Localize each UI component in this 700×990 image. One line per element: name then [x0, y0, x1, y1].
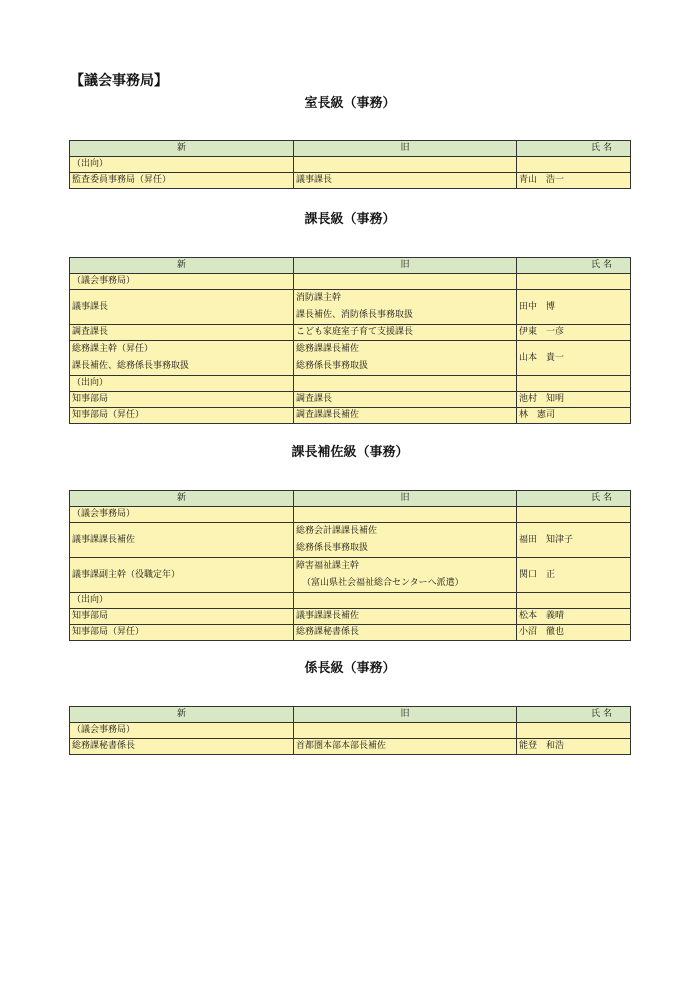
header-name: 氏 名: [517, 141, 631, 157]
table-row: [70, 558, 631, 593]
cell-old: [294, 558, 517, 593]
cell-new-line: 議事課課長補佐: [72, 534, 136, 545]
cell-name: 小沼 徹也: [517, 625, 631, 641]
table-row: [70, 274, 631, 290]
cell-name: 山本 貴一: [517, 341, 631, 376]
cell-new: [70, 593, 294, 609]
cell-name: [517, 274, 631, 290]
cell-new-line: 総務課秘書係長: [72, 741, 136, 751]
cell-name: 青山 浩一: [517, 173, 631, 189]
cell-old-line: 首都圏本部本部長補佐: [296, 741, 387, 751]
table-row: [70, 593, 631, 609]
cell-old-line: 総務係長事務取扱: [296, 543, 369, 553]
section-title-subsection-chief: 係長級（事務）: [304, 661, 396, 676]
cell-new-line: 議事課長: [72, 301, 109, 312]
cell-new-line: （出向）: [72, 378, 109, 388]
header-old: 旧: [294, 141, 517, 157]
cell-old: [294, 593, 517, 609]
cell-new-line: 議事課副主幹（役職定年）: [72, 569, 181, 580]
cell-old-line: 消防課主幹: [296, 293, 342, 303]
cell-name: 伊東 一彦: [517, 325, 631, 341]
cell-new-line: 知事部局: [72, 611, 109, 621]
cell-old: [294, 376, 517, 392]
table-row: [70, 376, 631, 392]
cell-new: [70, 376, 294, 392]
header-new: 新: [70, 258, 294, 274]
table-row: [70, 507, 631, 523]
table-row: [70, 723, 631, 739]
table-row: [70, 157, 631, 173]
cell-new: [70, 408, 294, 424]
table-row: [70, 290, 631, 325]
table-row: [70, 325, 631, 341]
cell-old-line: 調査課課長補佐: [296, 410, 360, 420]
cell-old: [294, 325, 517, 341]
personnel-table-section-chief: [69, 257, 631, 424]
cell-old: [294, 274, 517, 290]
cell-new: [70, 523, 294, 558]
cell-old-line: 課長補佐、消防係長事務取扱: [296, 310, 414, 320]
table-row: [70, 408, 631, 424]
cell-new: [70, 325, 294, 341]
cell-new: [70, 290, 294, 325]
cell-old-line: 障害福祉課主幹: [296, 561, 360, 571]
cell-old-line: 議事課長: [296, 175, 333, 185]
cell-old-line: 議事課課長補佐: [296, 611, 360, 621]
header-new: 新: [70, 141, 294, 157]
cell-new: [70, 274, 294, 290]
page-title: 【議会事務局】: [70, 73, 168, 89]
cell-new: [70, 723, 294, 739]
cell-new-line: （議会事務局）: [72, 725, 136, 735]
cell-old: [294, 523, 517, 558]
cell-name: [517, 593, 631, 609]
cell-name: [517, 723, 631, 739]
table-row: [70, 609, 631, 625]
cell-old-line: 総務課課長補佐: [296, 344, 360, 354]
cell-new: [70, 173, 294, 189]
header-old: 旧: [294, 491, 517, 507]
cell-old-line: こども家庭室子育て支援課長: [296, 327, 414, 337]
cell-old: [294, 341, 517, 376]
cell-new-line: （議会事務局）: [72, 509, 136, 519]
cell-old-line: 調査課長: [296, 394, 333, 404]
cell-name: [517, 376, 631, 392]
cell-new: [70, 558, 294, 593]
cell-old: [294, 739, 517, 755]
header-old: 旧: [294, 707, 517, 723]
cell-old: [294, 392, 517, 408]
cell-new: [70, 341, 294, 376]
cell-old: [294, 609, 517, 625]
cell-name: 福田 知津子: [517, 523, 631, 558]
cell-new: [70, 392, 294, 408]
table-row: [70, 523, 631, 558]
cell-old: [294, 157, 517, 173]
cell-new: [70, 609, 294, 625]
personnel-table-subsection-chief: [69, 706, 631, 755]
cell-old: [294, 290, 517, 325]
cell-new-line: 課長補佐、総務係長事務取扱: [72, 361, 190, 371]
section-title-assistant-chief: 課長補佐級（事務）: [291, 445, 409, 460]
cell-new: [70, 507, 294, 523]
cell-old: [294, 723, 517, 739]
cell-new: [70, 625, 294, 641]
cell-new-line: （議会事務局）: [72, 276, 136, 286]
table-row: [70, 625, 631, 641]
cell-name: [517, 507, 631, 523]
personnel-table-assistant-chief: [69, 490, 631, 641]
table-row: [70, 392, 631, 408]
cell-old-line: 総務係長事務取扱: [296, 361, 369, 371]
cell-name: [517, 157, 631, 173]
cell-new-line: 総務課主幹（昇任）: [72, 344, 154, 354]
table-row: [70, 739, 631, 755]
cell-new-line: 知事部局: [72, 394, 109, 404]
cell-new-line: 知事部局（昇任）: [72, 410, 145, 420]
cell-old-line: 総務会計課課長補佐: [296, 526, 378, 536]
cell-name: 田中 博: [517, 290, 631, 325]
cell-old-line: （富山県社会福祉総合センターへ派遣）: [302, 578, 464, 588]
table-header-row: [70, 491, 631, 507]
cell-new-line: （出向）: [72, 159, 109, 169]
personnel-table-office-chief: [69, 140, 631, 189]
table-row: [70, 341, 631, 376]
header-old: 旧: [294, 258, 517, 274]
table-header-row: [70, 258, 631, 274]
header-name: 氏 名: [517, 491, 631, 507]
header-new: 新: [70, 707, 294, 723]
cell-old: [294, 173, 517, 189]
cell-name: 松本 義晴: [517, 609, 631, 625]
cell-old-line: 総務課秘書係長: [296, 627, 360, 637]
cell-new-line: 知事部局（昇任）: [72, 627, 145, 637]
cell-old: [294, 507, 517, 523]
cell-name: 林 憲司: [517, 408, 631, 424]
cell-name: 関口 正: [517, 558, 631, 593]
header-name: 氏 名: [517, 258, 631, 274]
cell-new-line: 調査課長: [72, 327, 109, 337]
table-header-row: [70, 707, 631, 723]
cell-name: 能登 和浩: [517, 739, 631, 755]
cell-new-line: 監査委員事務局（昇任）: [72, 175, 172, 185]
cell-new: [70, 157, 294, 173]
table-row: [70, 173, 631, 189]
table-header-row: [70, 141, 631, 157]
cell-old: [294, 408, 517, 424]
section-title-section-chief: 課長級（事務）: [304, 212, 396, 227]
cell-new-line: （出向）: [72, 595, 109, 605]
cell-new: [70, 739, 294, 755]
header-name: 氏 名: [517, 707, 631, 723]
header-new: 新: [70, 491, 294, 507]
cell-name: 池村 知明: [517, 392, 631, 408]
section-title-office-chief: 室長級（事務）: [304, 96, 396, 111]
cell-old: [294, 625, 517, 641]
